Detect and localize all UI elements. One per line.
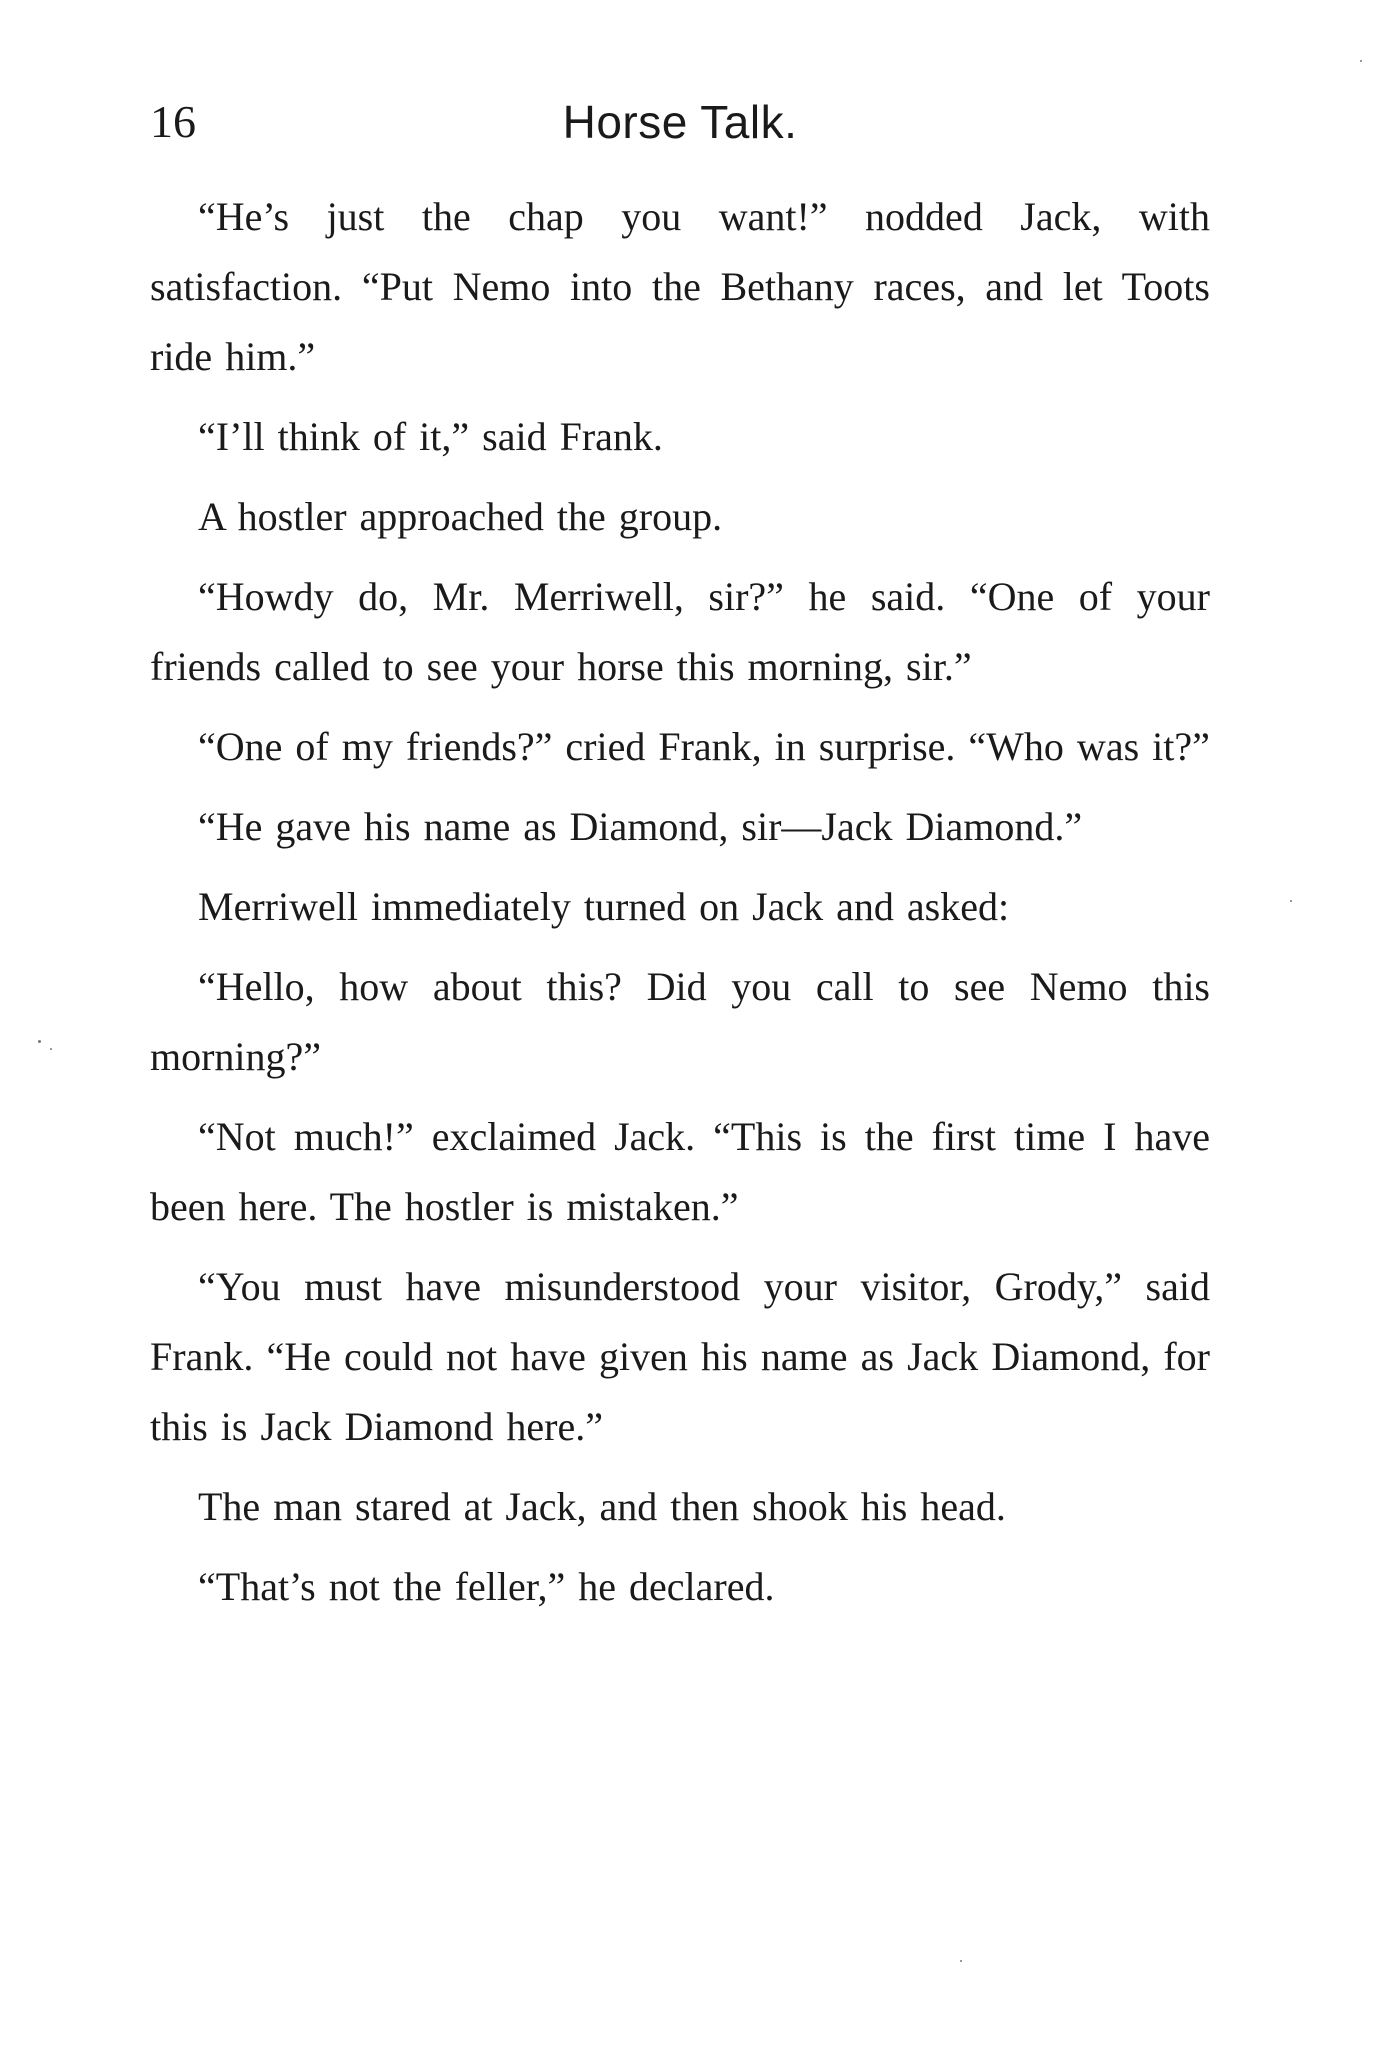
paragraph: A hostler approached the group.: [198, 494, 723, 539]
body-text: [150, 182, 1210, 1632]
paragraph: “He’s just the chap you want!” nodded Jack, with satisfaction. “Put Nemo into the Bethany races, and let Toots ride him.”: [150, 194, 1210, 379]
paragraph: “I’ll think of it,” said Frank.: [198, 414, 663, 459]
paragraph: “One of my friends?” cried Frank, in surprise. “Who was it?”: [198, 724, 1210, 769]
paper-speck: [38, 1040, 41, 1043]
paragraph: “Not much!” exclaimed Jack. “This is the first time I have been here. The hostler is mistaken.”: [150, 1114, 1210, 1229]
paragraph: “That’s not the feller,” he declared.: [198, 1564, 775, 1609]
page-header: [150, 92, 1210, 162]
paper-speck: [1290, 900, 1292, 902]
paragraph: Merriwell immediately turned on Jack and asked:: [198, 884, 1010, 929]
paragraph: “Hello, how about this? Did you call to see Nemo this morning?”: [150, 964, 1210, 1079]
paragraph: The man stared at Jack, and then shook his head.: [198, 1484, 1006, 1529]
paper-speck: [50, 1048, 52, 1050]
paper-speck: [960, 1960, 962, 1962]
paragraph: “You must have misunderstood your visitor, Grody,” said Frank. “He could not have given his name as Jack Diamond, for this is Jack Diamond here.”: [150, 1264, 1210, 1449]
page-number: 16: [150, 96, 196, 147]
paragraph: “He gave his name as Diamond, sir—Jack Diamond.”: [198, 804, 1083, 849]
paragraph: “Howdy do, Mr. Merriwell, sir?” he said. “One of your friends called to see your horse this morning, sir.”: [150, 574, 1210, 689]
running-title: Horse Talk.: [562, 96, 798, 148]
paper-speck: [1360, 60, 1362, 62]
